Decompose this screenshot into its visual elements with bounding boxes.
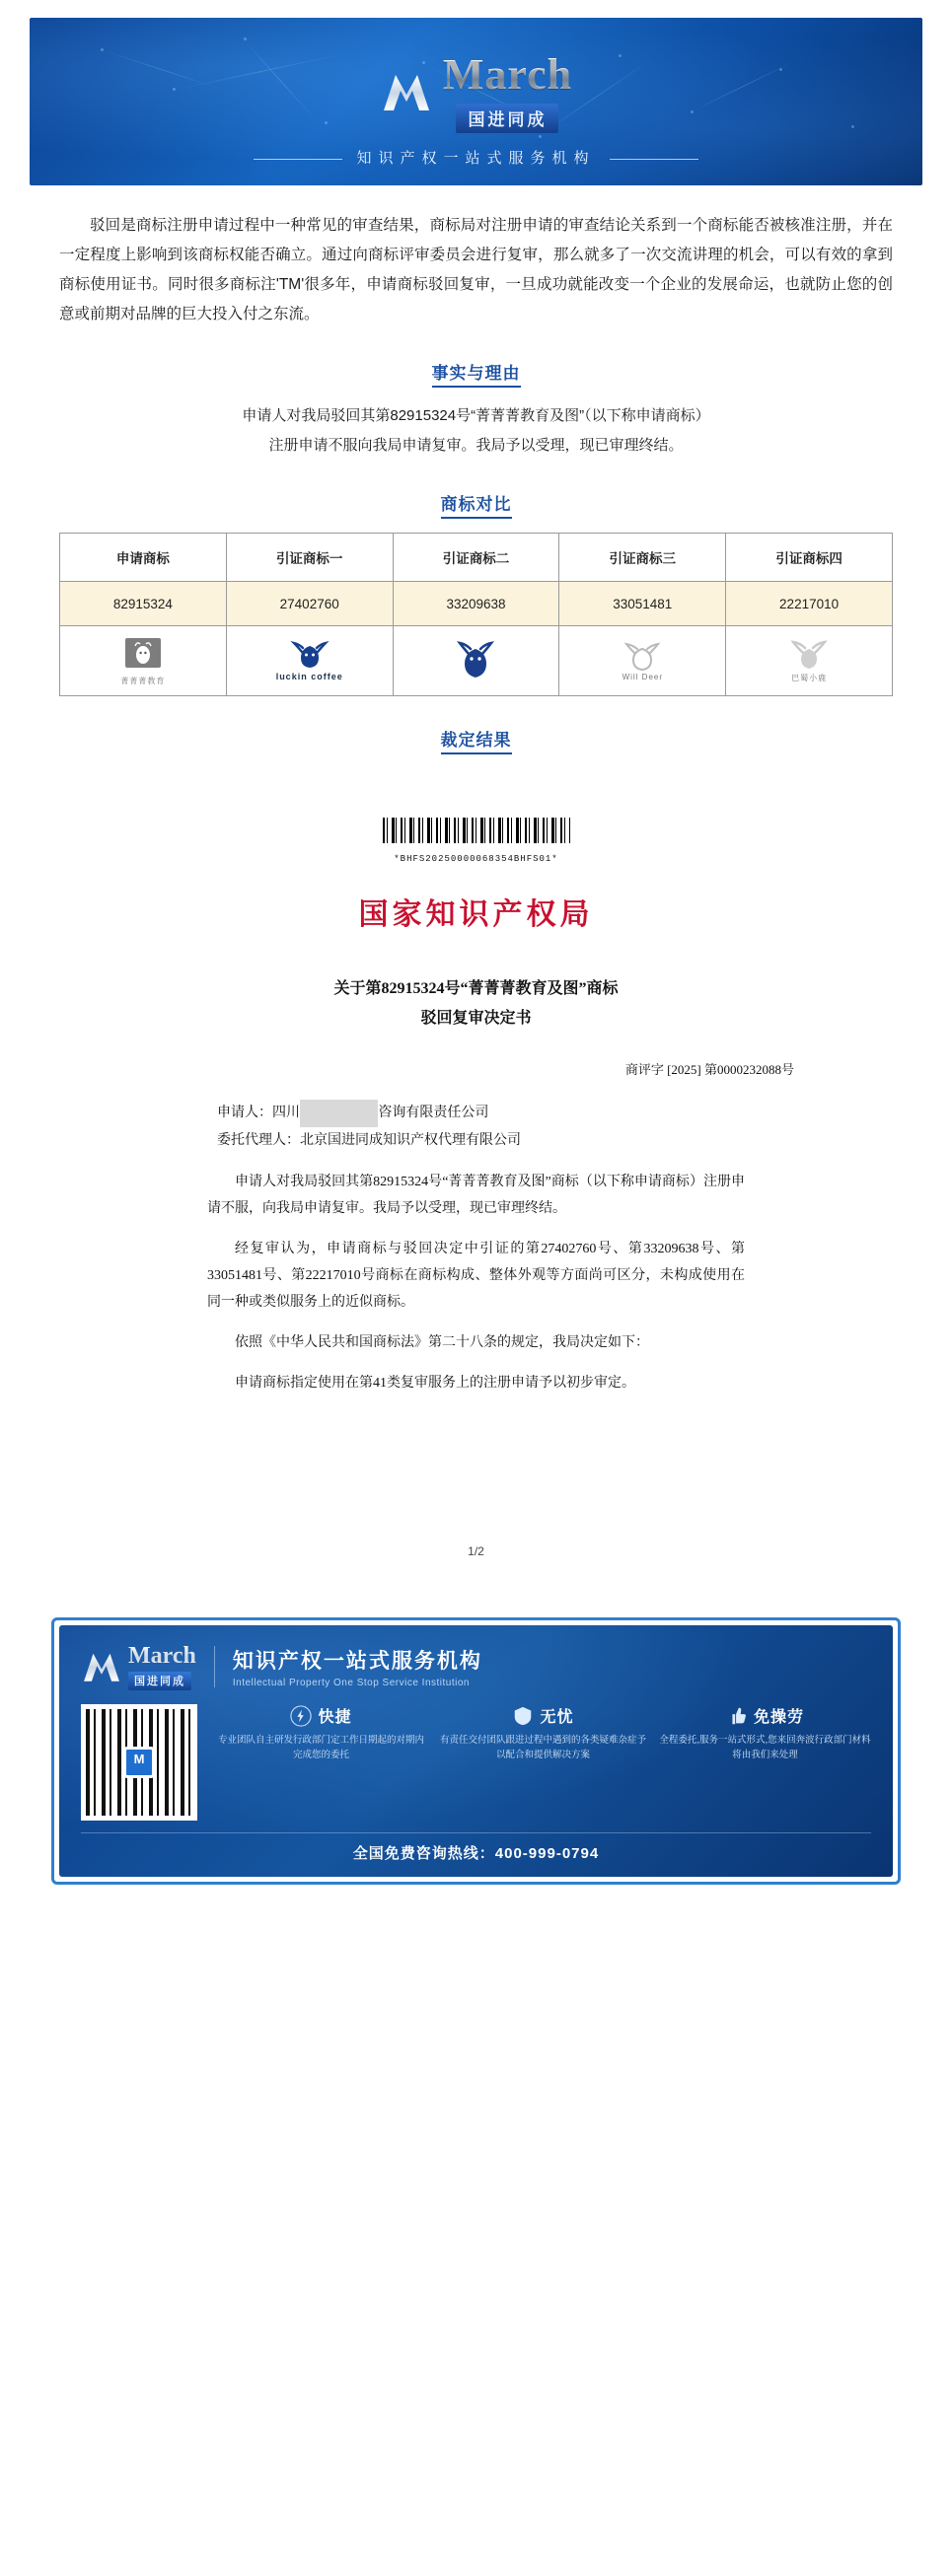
document-page: [0, 18, 952, 1885]
facts-line-2: 注册申请不服向我局申请复审。我局予以受理，现已审理终结。: [268, 437, 684, 454]
table-row: 33051481: [559, 582, 726, 626]
gray-deer-mark-icon: [726, 634, 892, 687]
barcode-wrapper: [59, 818, 893, 848]
banner-subtitle-row: [30, 147, 922, 168]
decision-title: [59, 974, 893, 1034]
feature-header: [659, 1704, 871, 1727]
lightning-icon: [290, 1705, 312, 1727]
feature-name: 免操劳: [753, 1709, 804, 1726]
table-row: 82915324: [60, 582, 227, 626]
footer-brand-wordmark: March: [128, 1643, 196, 1669]
footer-titles: [233, 1645, 482, 1688]
table-header-cell: 引证商标二: [393, 534, 559, 582]
footer-card: [51, 1617, 901, 1885]
luckin-deer-mark-icon: [227, 634, 393, 687]
top-banner: [30, 18, 922, 185]
table-header-cell: 引证商标三: [559, 534, 726, 582]
agent-value: 北京国进同成知识产权代理有限公司: [300, 1133, 521, 1148]
feature-name: 无忧: [540, 1709, 574, 1726]
brand-chinese-name: 国进同成: [456, 104, 558, 133]
feature-item: [659, 1704, 871, 1762]
decision-document: [59, 768, 893, 1558]
decision-title-line-1: 关于第82915324号“菁菁菁教育及图”商标: [333, 980, 619, 997]
will-deer-mark-icon: [559, 634, 725, 687]
feature-desc: 全程委托,服务一站式形式,您来回奔波行政部门材料将由我们来处理: [659, 1735, 871, 1760]
feature-desc: 专业团队自主研发行政部门定工作日期起的对期内完成您的委托: [217, 1735, 424, 1760]
decision-paragraph-1: 申请人对我局驳回其第82915324号“菁菁菁教育及图”商标（以下称申请商标）注册申请不服，向我局申请复审。我局予以受理，现已审理终结。: [207, 1175, 745, 1216]
footer-hotline[interactable]: 全国免费咨询热线：400-999-0794: [81, 1832, 871, 1863]
qr-center-logo-icon: M: [123, 1747, 155, 1778]
footer-brand-chinese-name: 国进同成: [128, 1672, 191, 1690]
decision-paragraph-2: 经复审认为，申请商标与驳回决定中引证的第27402760号、第33209638号、第33051481号、第22217010号商标在商标构成、整体外观等方面尚可区分，未构成使用在同一种或类似服务上的近似商标。: [207, 1242, 745, 1310]
table-header-cell: 引证商标一: [226, 534, 393, 582]
page-number: 1/2: [468, 1544, 484, 1558]
table-row: [226, 626, 393, 696]
decision-title-line-2: 驳回复审决定书: [420, 1010, 532, 1027]
table-row: [60, 626, 227, 696]
deer-head-square-mark-icon: [60, 634, 226, 687]
agent-row: [217, 1127, 893, 1155]
agent-label: 委托代理人：: [217, 1133, 300, 1148]
footer-header: [81, 1643, 871, 1690]
facts-line-1: 申请人对我局驳回其第82915324号“菁菁菁教育及图”（以下称申请商标）: [242, 407, 710, 424]
footer-logo: [81, 1643, 196, 1690]
result-heading-text: 裁定结果: [441, 731, 512, 754]
footer-title-en: Intellectual Property One Stop Service Institution: [232, 1678, 470, 1688]
footer-features: [215, 1704, 871, 1762]
footer-card-inner: [59, 1625, 893, 1877]
blue-deer-mark-icon: [394, 634, 559, 687]
issuing-organization: 国家知识产权局: [358, 898, 594, 931]
mark-caption: 巴蜀小鹿: [791, 673, 828, 682]
table-row: 33209638: [393, 582, 559, 626]
banner-rule-right: [610, 159, 698, 160]
decision-paragraph-3: 依照《中华人民共和国商标法》第二十八条的规定，我局决定如下：: [235, 1335, 649, 1350]
table-number-row: [60, 582, 893, 626]
table-header-row: [60, 534, 893, 582]
facts-section-heading: [0, 359, 952, 384]
barcode-icon: [383, 818, 570, 843]
banner-rule-left: [254, 159, 342, 160]
table-row: [393, 626, 559, 696]
table-row: [559, 626, 726, 696]
table-header-cell: 申请商标: [60, 534, 227, 582]
party-block: [217, 1100, 893, 1155]
feature-name: 快捷: [318, 1709, 352, 1726]
table-logo-row: [60, 626, 893, 696]
barcode-text: *BHFS20250000068354BHFS01*: [394, 854, 558, 864]
facts-heading-text: 事实与理由: [432, 364, 521, 388]
thumbs-up-icon: [726, 1705, 748, 1727]
trademark-compare-table-wrapper: [59, 533, 893, 696]
mark-caption: 菁菁菁教育: [120, 676, 166, 685]
result-section-heading: [0, 726, 952, 751]
table-row: [726, 626, 893, 696]
footer-title-cn: 知识产权一站式服务机构: [232, 1650, 482, 1673]
applicant-suffix: 咨询有限责任公司: [378, 1106, 489, 1120]
march-m-logo-icon: [380, 69, 433, 114]
march-m-logo-icon: [81, 1649, 122, 1684]
shield-icon: [512, 1705, 534, 1727]
qr-code[interactable]: [81, 1704, 197, 1821]
applicant-label: 申请人：: [217, 1106, 272, 1120]
feature-item: [437, 1704, 649, 1762]
banner-subtitle: 知识产权一站式服务机构: [356, 150, 596, 167]
feature-header: [215, 1704, 427, 1727]
trademark-compare-table: [59, 533, 893, 696]
table-row: 22217010: [726, 582, 893, 626]
mark-caption: luckin coffee: [275, 672, 343, 681]
compare-heading-text: 商标对比: [441, 495, 512, 519]
mark-caption: Will Deer: [622, 672, 664, 681]
applicant-row: [217, 1100, 893, 1127]
table-header-cell: 引证商标四: [726, 534, 893, 582]
banner-logo: [30, 49, 922, 133]
table-row: 27402760: [226, 582, 393, 626]
applicant-prefix: 四川: [272, 1106, 300, 1120]
feature-desc: 有责任交付团队跟进过程中遇到的各类疑难杂症予以配合和提供解决方案: [439, 1735, 646, 1760]
compare-section-heading: [0, 490, 952, 515]
decision-paragraph-4: 申请商标指定使用在第41类复审服务上的注册申请予以初步审定。: [235, 1376, 635, 1391]
brand-wordmark: March: [442, 50, 573, 99]
applicant-redacted-block: [300, 1100, 378, 1127]
footer-body: [81, 1704, 871, 1821]
intro-paragraph: 驳回是商标注册申请过程中一种常见的审查结果，商标局对注册申请的审查结论关系到一个商标能否被核准注册，并在一定程度上影响到该商标权能否确立。通过向商标评审委员会进行复审，那么就多了一次交流讲理的机会，可以有效的拿到商标使用证书。同时很多商标注'TM'很多年，申请商标驳回复审，一旦成功就能改变一个企业的发展命运，也就防止您的创意或前期对品牌的巨大投入付之东流。: [59, 217, 893, 322]
document-code: 商评字 [2025] 第0000232088号: [624, 1062, 794, 1077]
footer-divider: [214, 1646, 215, 1687]
feature-header: [437, 1704, 649, 1727]
facts-body: [59, 401, 893, 461]
feature-item: [215, 1704, 427, 1762]
